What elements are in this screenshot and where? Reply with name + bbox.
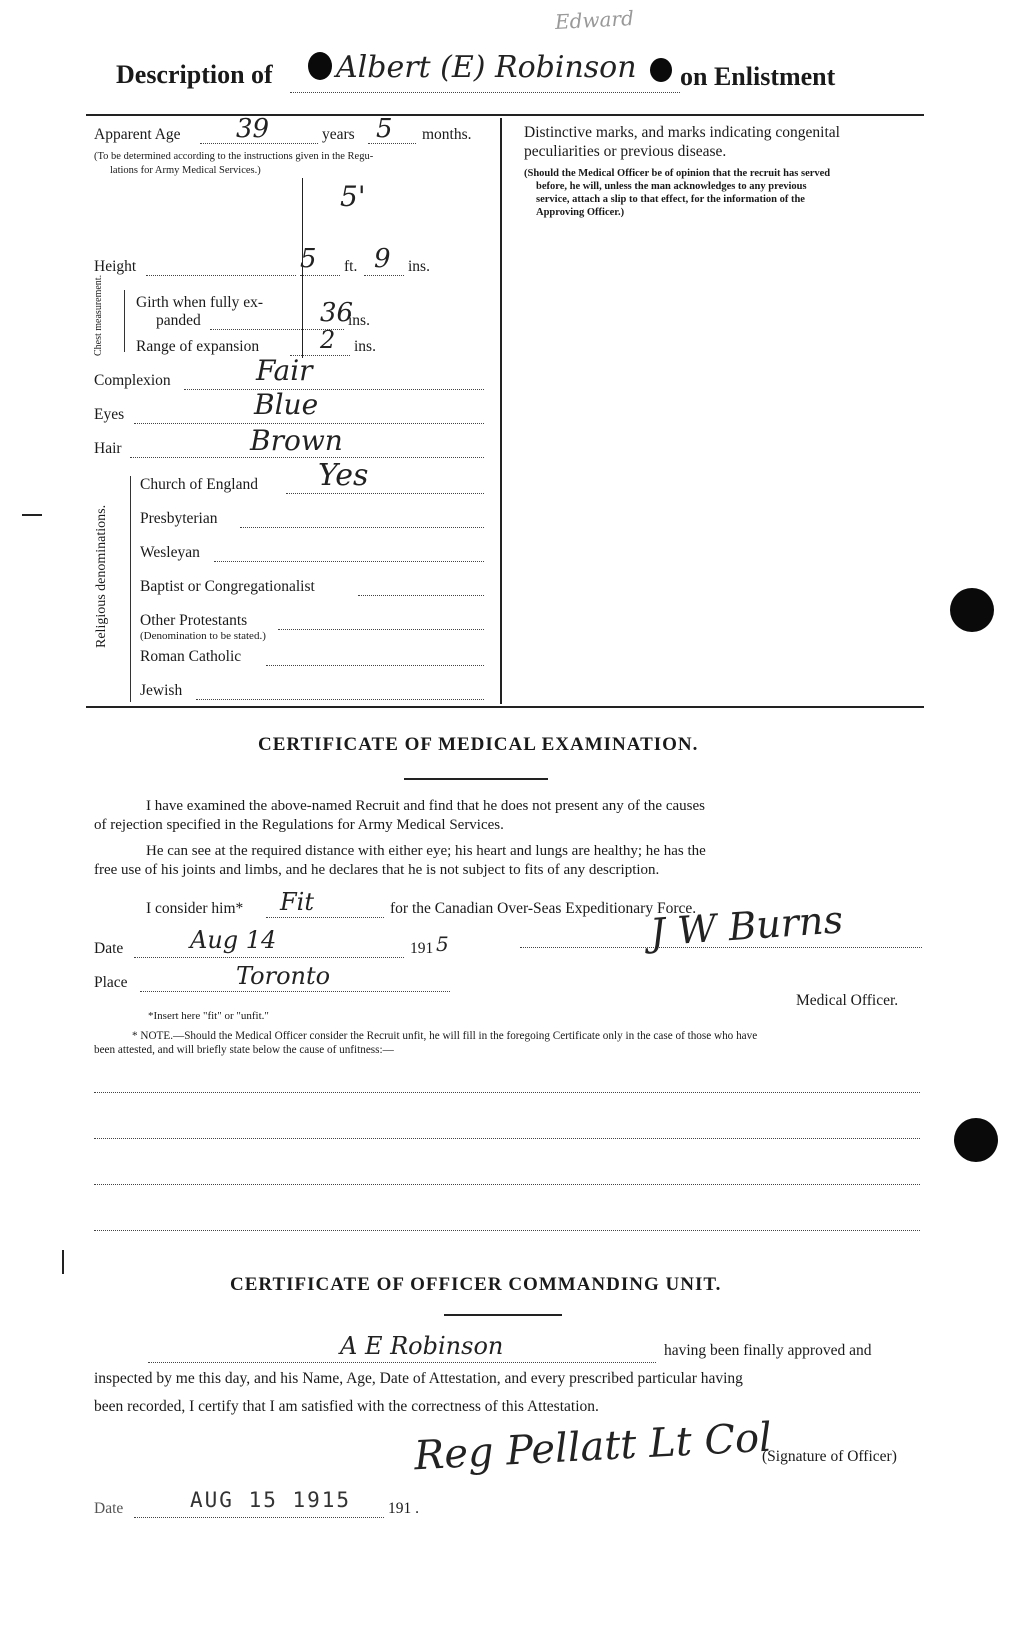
commanding-name-line xyxy=(148,1362,656,1363)
height-label: Height xyxy=(94,258,137,275)
religious-denominations-label xyxy=(94,504,110,648)
hair-label: Hair xyxy=(94,440,122,457)
height-line xyxy=(146,275,296,276)
commanding-signature-label: (Signature of Officer) xyxy=(762,1448,897,1465)
range-unit: ins. xyxy=(354,338,376,355)
religion-line-baptist xyxy=(358,595,484,596)
ft-label: ft. xyxy=(344,258,358,275)
medical-date-line xyxy=(134,957,404,958)
header-suffix: on Enlistment xyxy=(680,62,836,91)
medical-date-label: Date xyxy=(94,940,124,957)
unfitness-line-3 xyxy=(94,1184,920,1185)
eyes-value: Blue xyxy=(254,388,319,421)
height-in-line xyxy=(364,275,404,276)
girth-unit: ins. xyxy=(348,312,370,329)
consider-prefix: I consider him* xyxy=(146,900,244,917)
chest-bracket xyxy=(124,290,125,352)
chest-measurement-label: Chest measurement. xyxy=(93,274,104,356)
age-note-line1: (To be determined according to the instructions given in the Regu- xyxy=(94,151,374,162)
other-protestants-note: (Denomination to be stated.) xyxy=(140,630,266,642)
religion-line-jewish xyxy=(196,699,484,700)
medical-date-value: Aug 14 xyxy=(190,926,277,954)
medical-date-year-prefix: 191 xyxy=(410,940,434,957)
girth-label-2: panded xyxy=(156,312,201,329)
range-label: Range of expansion xyxy=(136,338,260,355)
consider-value: Fit xyxy=(280,888,314,916)
medical-certificate-title: CERTIFICATE OF MEDICAL EXAMINATION. xyxy=(258,734,699,755)
commanding-text-line3: been recorded, I certify that I am satisfied with the correctness of this Attestation. xyxy=(94,1398,599,1415)
religious-denominations-text: Religious denominations. xyxy=(94,504,109,648)
medical-para1-line1: I have examined the above-named Recruit and find that he does not present any of the causes xyxy=(146,798,705,814)
religion-item-jewish: Jewish xyxy=(140,682,183,699)
consider-line xyxy=(266,917,384,918)
height-in-value: 9 xyxy=(374,244,391,274)
medical-title-underline xyxy=(404,778,548,780)
medical-officer-signature: J W Burns xyxy=(648,897,845,955)
ink-blot-header-right xyxy=(650,58,672,82)
religion-value-church-of-england: Yes xyxy=(318,458,369,493)
religion-line-wesleyan xyxy=(214,561,484,562)
eyes-label: Eyes xyxy=(94,406,125,423)
unfitness-line-2 xyxy=(94,1138,920,1139)
religion-line-church-of-england xyxy=(286,493,484,494)
years-label: years xyxy=(322,126,355,143)
girth-label-1: Girth when fully ex- xyxy=(136,294,263,311)
scan-mark-arrow xyxy=(22,514,42,516)
height-ft-value: 5 xyxy=(300,244,317,274)
commanding-date-stamp: AUG 15 1915 xyxy=(190,1488,352,1512)
medical-para2-line2: free use of his joints and limbs, and he declares that he is not subject to fits of any description. xyxy=(94,862,660,878)
unfit-note-line2: been attested, and will briefly state below the cause of unfitness:— xyxy=(94,1044,394,1056)
header-name-handwritten: Albert (E) Robinson xyxy=(336,50,637,85)
commanding-title-underline xyxy=(444,1314,562,1316)
marks-note-line1: (Should the Medical Officer be of opinion that the recruit has served xyxy=(524,168,831,179)
age-months-value: 5 xyxy=(376,114,393,144)
commanding-date-line xyxy=(134,1517,384,1518)
religion-line-other-protestants xyxy=(278,629,484,630)
complexion-value: Fair xyxy=(256,354,313,387)
insert-note: *Insert here "fit" or "unfit." xyxy=(148,1010,269,1022)
religion-item-church-of-england: Church of England xyxy=(140,476,258,493)
marks-heading-line2: peculiarities or previous disease. xyxy=(524,143,727,160)
religion-item-other-protestants: Other Protestants xyxy=(140,612,248,629)
hair-value: Brown xyxy=(250,424,343,457)
header-name-line xyxy=(290,92,680,93)
religion-item-presbyterian: Presbyterian xyxy=(140,510,218,527)
commanding-name-value: A E Robinson xyxy=(340,1332,504,1360)
unfitness-line-1 xyxy=(94,1092,920,1093)
girth-value: 36 xyxy=(320,298,354,328)
apparent-age-label: Apparent Age xyxy=(94,126,181,143)
marks-note-line3: service, attach a slip to that effect, for the information of the xyxy=(536,194,805,205)
religion-line-roman-catholic xyxy=(266,665,484,666)
marks-note-line4: Approving Officer.) xyxy=(536,207,625,218)
medical-para1-line2: of rejection specified in the Regulations for Army Medical Services. xyxy=(94,817,504,833)
ins-label: ins. xyxy=(408,258,430,275)
range-value: 2 xyxy=(320,326,336,354)
height-mark: 5' xyxy=(340,180,366,213)
religion-item-baptist: Baptist or Congregationalist xyxy=(140,578,315,595)
commanding-text-line2: inspected by me this day, and his Name, Age, Date of Attestation, and every prescribed particular having xyxy=(94,1370,743,1387)
medical-para2-line1: He can see at the required distance with either eye; his heart and lungs are healthy; he has the xyxy=(146,843,706,859)
punch-hole-lower xyxy=(954,1118,998,1162)
punch-hole-upper xyxy=(950,588,994,632)
header-rule xyxy=(86,114,924,116)
medical-date-year-suffix: 5 xyxy=(436,932,449,956)
unfitness-line-4 xyxy=(94,1230,920,1231)
consider-suffix: for the Canadian Over-Seas Expeditionary Force. xyxy=(390,900,697,917)
religion-bracket xyxy=(130,476,131,702)
hair-line xyxy=(130,457,484,458)
marks-note-line2: before, he will, unless the man acknowledges to any previous xyxy=(536,181,807,192)
unfit-note-line1: * NOTE.—Should the Medical Officer consider the Recruit unfit, he will fill in the foregoing Certificate only in the case of those who have xyxy=(132,1030,758,1042)
place-value: Toronto xyxy=(236,962,331,990)
complexion-label: Complexion xyxy=(94,372,171,389)
place-label: Place xyxy=(94,974,128,991)
religion-line-presbyterian xyxy=(240,527,484,528)
header-prefix: Description of xyxy=(116,60,273,89)
commanding-text-line1-suffix: having been finally approved and xyxy=(664,1342,872,1359)
religion-item-roman-catholic: Roman Catholic xyxy=(140,648,242,665)
complexion-line xyxy=(184,389,484,390)
column-divider xyxy=(500,118,502,704)
description-bottom-rule xyxy=(86,706,924,708)
commanding-officer-signature: Reg Pellatt Lt Col xyxy=(413,1414,773,1480)
religion-item-wesleyan: Wesleyan xyxy=(140,544,200,561)
height-ft-line xyxy=(300,275,340,276)
commanding-certificate-title: CERTIFICATE OF OFFICER COMMANDING UNIT. xyxy=(230,1274,722,1295)
ink-blot-header-left xyxy=(308,52,332,80)
age-note-line2: lations for Army Medical Services.) xyxy=(110,165,261,176)
scan-mark-tick xyxy=(62,1250,64,1274)
commanding-date-suffix: 191 . xyxy=(388,1500,419,1517)
months-label: months. xyxy=(422,126,472,143)
marks-heading-line1: Distinctive marks, and marks indicating congenital xyxy=(524,124,840,141)
place-line xyxy=(140,991,450,992)
pencil-note: Edward xyxy=(554,5,635,35)
medical-officer-label: Medical Officer. xyxy=(796,992,899,1009)
commanding-date-label: Date xyxy=(94,1500,124,1517)
age-years-value: 39 xyxy=(236,114,270,144)
